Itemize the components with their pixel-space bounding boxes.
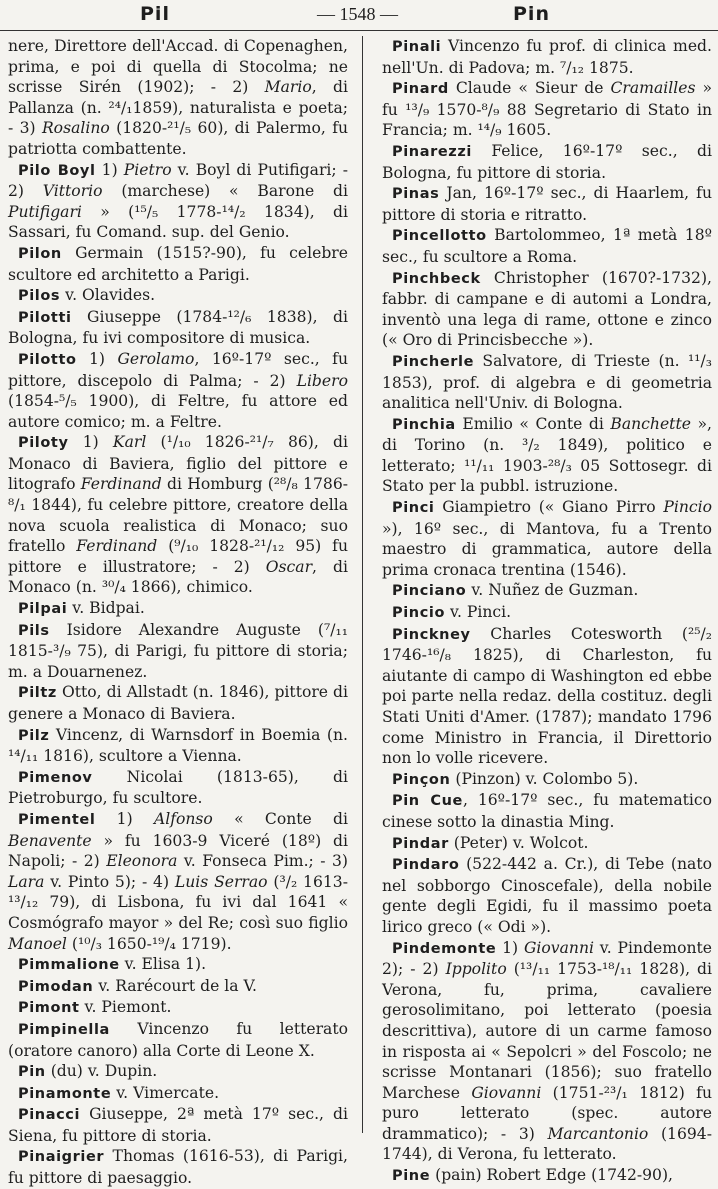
header-right-guideword: Pin xyxy=(513,3,550,25)
entry-text: v. Pinci. xyxy=(445,603,512,622)
entry-headword: Pinamonte xyxy=(18,1085,112,1102)
entry-headword: Pils xyxy=(18,622,50,639)
entry-headword: Pimodan xyxy=(18,978,94,995)
entry-headword: Pimenov xyxy=(18,769,93,786)
entry-text: v. Pinto 5); - 4) xyxy=(44,872,175,891)
entry-text: di Homburg (²⁸/₈ 1786-⁸/₁ 1844), fu celebre pittore, creatore della nova scuola realistica di Monaco; suo fratello xyxy=(8,475,349,556)
entry-headword: Pinckney xyxy=(392,626,471,643)
page-header xyxy=(0,0,718,30)
entry-headword: Pinçon xyxy=(392,771,451,788)
entry-text: »), 16º sec., di Mantova, fu a Trento maestro di grammatica, autore della prima cronaca trentina (1546). xyxy=(382,519,712,579)
entry-text: 1) xyxy=(496,938,524,957)
entry-text: 1) xyxy=(95,160,124,179)
entry-text: Giampietro (« Giano Pirro xyxy=(434,498,664,517)
entry-text: , 16º-17º sec., fu matematico cinese sotto la dinastia Ming. xyxy=(382,791,712,831)
entry-headword: Pinas xyxy=(392,186,440,203)
entry-headword: Pinacci xyxy=(18,1107,81,1124)
entry-italic-name: Eleonora xyxy=(106,852,178,871)
entry xyxy=(382,602,712,624)
entry-text: Christopher (1670?-1732), fabbr. di campane e di automi a Londra, inventò una lega di rame, ottone e zinco (« Oro di Princisbecche »). xyxy=(382,268,712,350)
entry-text: (⁹/₁₀ 1828-²¹/₁₂ 95) fu pittore e illustratore; - 2) xyxy=(8,537,348,576)
entry xyxy=(8,997,348,1019)
entry-italic-name: Luis Serrao xyxy=(174,872,268,891)
entry-headword: Pimentel xyxy=(18,811,96,828)
entry-text: », di Torino (n. ³/₂ 1849), politico e letterato; ¹¹/₁₁ 1903-²⁸/₃ 05 Sottosegr. di Stato per la pubbl. istruzione. xyxy=(382,414,712,496)
entry-text: Vincenzo fu letterato (oratore canoro) alla Corte di Leone X. xyxy=(8,1019,348,1060)
entry-headword: Pincio xyxy=(392,605,446,622)
entry xyxy=(8,1083,348,1105)
entry-headword: Pinarezzi xyxy=(392,143,472,160)
entry-headword: Pilpai xyxy=(18,601,68,618)
entry-italic-name: Pietro xyxy=(123,160,172,179)
entry-headword: Pindemonte xyxy=(392,940,497,957)
entry-text: (¹⁰/₃ 1650-¹⁹/₄ 1719). xyxy=(66,934,232,953)
entry xyxy=(382,414,712,497)
entry xyxy=(8,809,348,954)
entry xyxy=(382,1165,712,1187)
entry-italic-name: Lara xyxy=(8,872,45,891)
entry-italic-name: Giovanni xyxy=(471,1083,542,1102)
entry-headword: Pine xyxy=(392,1168,431,1185)
entry-headword: Pilotti xyxy=(18,309,72,326)
entry-italic-name: Putifigari xyxy=(8,202,82,221)
entry-text: 1) xyxy=(68,433,113,452)
entry-italic-name: Manoel xyxy=(8,934,67,953)
entry xyxy=(8,243,348,285)
entry-text: » fu 1603-9 Viceré (18º) di Napoli; - 2) xyxy=(8,831,348,871)
entry xyxy=(8,725,348,767)
entry-text: (¹³/₁₁ 1753-¹⁸/₁₁ 1828), di Verona, fu, prima, cavaliere gerosolimitano, poi letterato (poesia descrittiva), autore di un carme famoso in risposta ai « Sepolcri » del Foscolo; ne scrisse Montanari (1856); suo fratello Marchese xyxy=(382,960,713,1102)
entry xyxy=(382,833,712,855)
entry xyxy=(8,767,348,809)
entry-text: Vincenzo fu prof. di clinica med. nell'Un. di Padova; m. ⁷/₁₂ 1875. xyxy=(382,37,712,77)
entry-headword: Pinciano xyxy=(392,583,467,600)
entry-text: , di Pallanza (n. ²⁴/₁1859), naturalista e poeta; - 3) xyxy=(8,78,348,138)
column-divider xyxy=(362,36,363,1133)
entry xyxy=(8,620,348,683)
entry-italic-name: Pincio xyxy=(663,498,712,517)
entry xyxy=(382,225,712,267)
entry xyxy=(382,769,712,791)
entry-text: Otto, di Allstadt (n. 1846), pittore di genere a Monaco di Baviera. xyxy=(8,683,348,723)
entry-text: (¹/₁₀ 1826-²¹/₇ 86), di Monaco di Baviera, figlio del pittore e litografo xyxy=(8,433,349,494)
entry-text: (pain) Robert Edge (1742-90), xyxy=(430,1166,674,1185)
entry-italic-name: Ippolito xyxy=(445,960,507,979)
entry-headword: Pilon xyxy=(18,245,62,262)
entry-text: v. Olavides. xyxy=(60,286,156,305)
entry-headword: Piloty xyxy=(18,435,69,452)
entry-headword: Pinaigrier xyxy=(18,1149,105,1166)
entry-text: Salvatore, di Trieste (n. ¹¹/₃ 1853), prof. di algebra e di geometria analitica nell'Univ. di Bologna. xyxy=(382,351,712,413)
entry xyxy=(8,598,348,620)
entry-headword: Pilz xyxy=(18,727,50,744)
entry-text: Giuseppe (1784-¹²/₆ 1838), di Bologna, fu ivi compositore di musica. xyxy=(8,307,348,348)
entry-text: Vincenz, di Warnsdorf in Boemia (n. ¹⁴/₁₁ 1816), scultore a Vienna. xyxy=(8,725,348,766)
entry-italic-name: Cramailles xyxy=(610,79,696,98)
entry-text: (Peter) v. Wolcot. xyxy=(448,833,589,852)
entry-headword: Pin xyxy=(18,1064,46,1081)
entry xyxy=(382,497,712,580)
entry-headword: Pinali xyxy=(392,39,442,55)
entry-headword: Pinci xyxy=(392,500,435,517)
entry xyxy=(8,954,348,976)
page-number: — 1548 — xyxy=(317,4,398,24)
entry-text: v. Pindemonte 2); - 2) xyxy=(382,938,713,979)
entry-text: (du) v. Dupin. xyxy=(45,1062,158,1081)
entry-headword: Pimpinella xyxy=(18,1021,110,1038)
entry xyxy=(382,790,712,832)
entry-text: (1820-²¹/₅ 60), di Palermo, fu patriotta combattente. xyxy=(8,119,349,158)
entry-text: » fu ¹³/₉ 1570-⁸/₉ 88 Segretario di Stato in Francia; m. ¹⁴/₉ 1605. xyxy=(382,79,712,140)
entry xyxy=(382,141,712,183)
entry xyxy=(382,624,712,769)
entry-text: (Pinzon) v. Colombo 5). xyxy=(450,769,639,788)
entry-text: Felice, 16º-17º sec., di Bologna, fu pittore di storia. xyxy=(382,141,712,182)
entry-text: Claude « Sieur de xyxy=(448,79,611,98)
entry-text: Charles Cotesworth (²⁵/₂ 1746-¹⁶/₈ 1825), di Charleston, fu aiutante di campo di Washington ed ebbe poi parte nella redaz. della costituz. degli Stati Uniti d'Amer. (1787); mandato 1796 come Ministro in Francia, il Direttorio non lo volle ricevere. xyxy=(382,624,712,768)
entry xyxy=(8,1019,348,1061)
entry-italic-name: Mario xyxy=(264,78,312,97)
header-rule xyxy=(0,30,718,31)
entry xyxy=(382,854,712,937)
entry-text: v. Rarécourt de la V. xyxy=(93,976,258,995)
entry-headword: Pinard xyxy=(392,81,449,98)
entry xyxy=(8,36,348,160)
entry-text: (1854-⁵/₅ 1900), di Feltre, fu attore ed autore comico; m. a Feltre. xyxy=(8,392,348,431)
entry-headword: Piltz xyxy=(18,685,57,702)
entry-text: (522-442 a. Cr.), di Tebe (nato nel sobborgo Cinoscefale), della nobile gente degli Egidi, fu il massimo poeta lirico greco (« Odi »). xyxy=(382,855,712,936)
entry-headword: Pimmalione xyxy=(18,957,120,974)
entry xyxy=(8,682,348,724)
entry xyxy=(382,938,712,1166)
entry-text: (marchese) « Barone di xyxy=(102,182,348,201)
entry xyxy=(8,1146,348,1188)
entry-headword: Pilo Boyl xyxy=(18,162,96,179)
entry-text: v. Elisa 1). xyxy=(119,955,207,974)
entry-text: Bartolommeo, 1ª metà 18º sec., fu scultore a Roma. xyxy=(382,226,712,266)
entry-italic-name: Oscar xyxy=(265,557,313,576)
entry xyxy=(382,183,712,225)
entry-text: Jan, 16º-17º sec., di Haarlem, fu pittore di storia e ritratto. xyxy=(382,184,712,224)
entry-text: nere, Direttore dell'Accad. di Copenaghen, prima, e poi di quella di Stocolma; ne scrisse Sirén (1902); - 2) xyxy=(8,37,348,97)
entry-italic-name: Rosalino xyxy=(41,119,110,138)
entry xyxy=(8,349,348,432)
entry xyxy=(8,160,348,243)
entry-text: (³/₂ 1613-¹³/₁₂ 79), di Lisbona, fu ivi dal 1641 « Cosmógrafo mayor » del Re; così suo figlio xyxy=(8,872,348,932)
entry-italic-name: Benavente xyxy=(8,831,92,850)
entry xyxy=(8,1061,348,1083)
entry-italic-name: Gerolamo xyxy=(117,349,195,368)
entry-headword: Pilotto xyxy=(18,351,77,368)
entry-italic-name: Vittorio xyxy=(42,182,103,201)
entry-headword: Pinchia xyxy=(392,416,456,433)
entry-headword: Pin Cue xyxy=(392,793,463,810)
entry-text: , 16º-17º sec., fu pittore, discepolo di Palma; - 2) xyxy=(8,349,349,390)
entry-headword: Pindar xyxy=(392,835,449,852)
entry-text: v. Piemont. xyxy=(79,998,172,1017)
entry-italic-name: Alfonso xyxy=(153,809,213,828)
entry-text: v. Boyl di Putifigari; - 2) xyxy=(8,160,349,201)
entry-text: v. Nuñez de Guzman. xyxy=(466,581,639,600)
entry-headword: Pilos xyxy=(18,288,61,305)
entry-text: Germain (1515?-90), fu celebre scultore ed architetto a Parigi. xyxy=(8,243,348,284)
entry-text: , di Monaco (n. ³⁰/₄ 1866), chimico. xyxy=(8,557,348,597)
entry-headword: Pimont xyxy=(18,1000,80,1017)
entry-text: (1751-²³/₁ 1812) fu puro letterato (spec. autore drammatico); - 3) xyxy=(382,1083,712,1143)
entry-text: 1) xyxy=(95,809,154,828)
right-column xyxy=(382,36,713,1185)
entry-text: « Conte di xyxy=(212,809,348,828)
entry-headword: Pincherle xyxy=(392,353,475,370)
entry-italic-name: Banchette xyxy=(610,414,691,433)
entry-text: Isidore Alexandre Auguste (⁷/₁₁ 1815-³/₉ 75), di Parigi, fu pittore di storia; m. a Douarnenez. xyxy=(8,620,348,681)
entry xyxy=(8,976,348,998)
entry-text: Giuseppe, 2ª metà 17º sec., di Siena, fu pittore di storia. xyxy=(8,1105,348,1145)
left-column xyxy=(8,36,349,1188)
entry-text: 1) xyxy=(76,349,118,368)
entry xyxy=(382,351,712,414)
entry xyxy=(8,432,348,598)
entry xyxy=(8,1104,348,1146)
entry-text: (1694-1744), di Verona, fu letterato. xyxy=(382,1124,712,1164)
entry-headword: Pindaro xyxy=(392,857,460,874)
entry-italic-name: Ferdinand xyxy=(80,475,162,494)
entry xyxy=(382,268,712,351)
entry-italic-name: Marcantonio xyxy=(547,1124,649,1143)
entry-headword: Pinchbeck xyxy=(392,270,481,287)
entry-text: v. Bidpai. xyxy=(67,599,145,618)
entry-italic-name: Giovanni xyxy=(523,938,594,957)
entry-text: » (¹⁵/₅ 1778-¹⁴/₂ 1834), di Sassari, fu Comand. sup. del Genio. xyxy=(8,202,348,242)
entry-italic-name: Karl xyxy=(112,433,147,452)
entry xyxy=(382,580,712,602)
entry-text: v. Fonseca Pim.; - 3) xyxy=(177,852,349,871)
entry-text: Emilio « Conte di xyxy=(455,414,611,433)
entry-text: Nicolai (1813-65), di Pietroburgo, fu scultore. xyxy=(8,767,348,808)
entry-text: Thomas (1616-53), di Parigi, fu pittore di paesaggio. xyxy=(8,1147,348,1188)
entry xyxy=(382,36,712,78)
entry-text: v. Vimercate. xyxy=(111,1083,220,1102)
entry-headword: Pincellotto xyxy=(392,228,487,245)
entry-italic-name: Libero xyxy=(296,371,348,390)
entry xyxy=(382,78,712,141)
entry xyxy=(8,285,348,307)
header-left-guideword: Pil xyxy=(140,3,170,25)
entry-italic-name: Ferdinand xyxy=(76,537,158,556)
entry xyxy=(8,307,348,349)
